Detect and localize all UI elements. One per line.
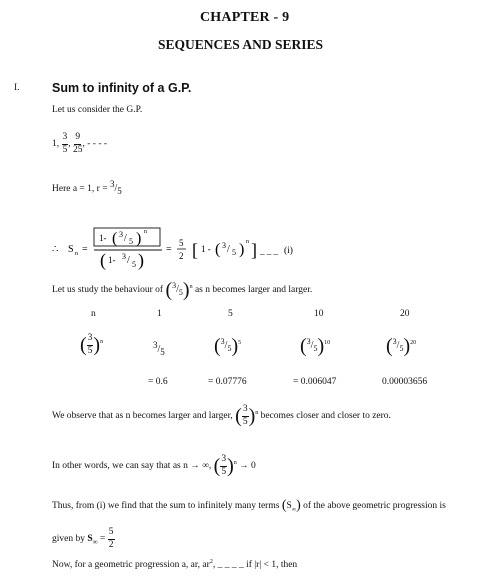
- observe-line: We observe that as n becomes larger and larger, ( $\frac{3}{5}$ )$^n$ becomes closer and closer to zero.: [52, 404, 391, 427]
- table-expr-10: $(^3/_5)^{10}$: [300, 335, 331, 357]
- gp-term-3-5: $\frac{3}{5}$: [62, 132, 68, 155]
- num-exp-n: n: [144, 229, 147, 235]
- dash-line: _ _ _: [260, 246, 278, 256]
- table-header-10: 10: [314, 309, 324, 319]
- left-paren: (: [112, 230, 118, 247]
- study-suffix: as n becomes larger and larger.: [194, 285, 313, 296]
- arrow-zero: → 0: [239, 461, 256, 472]
- gp-first-term: 1,: [52, 139, 60, 150]
- b-exp-n: n: [246, 239, 249, 245]
- here-text: Here a = 1, r =: [52, 184, 108, 195]
- thus-suffix: of the above geometric progression is: [303, 501, 446, 512]
- given-by-text: given by: [52, 534, 85, 545]
- given-by-fraction: $\frac{5}{2}$: [108, 527, 114, 550]
- table-value-5: = 0.07776: [208, 377, 247, 387]
- thus-line: Thus, from (i) we find that the sum to infinitely many terms $(S_\infty)$ of the above geometric progression is: [52, 498, 446, 514]
- table-header-n: n: [91, 309, 96, 319]
- r-value: $^3/_5$: [109, 179, 122, 197]
- given-by-line: given by $S_\infty$ = $\frac{5}{2}$: [52, 527, 114, 550]
- now-line: Now, for a geometric progression a, ar, $ar^2$, _ _ _ _ if |r| < 1, then: [52, 559, 298, 571]
- study-line: Let us study the behaviour of $(^3/_5)^n$ as n becomes larger and larger.: [52, 279, 313, 301]
- section-number: I.: [14, 83, 20, 93]
- study-prefix: Let us study the behaviour of: [52, 285, 164, 296]
- right-paren: ): [136, 230, 142, 247]
- thus-prefix: Thus, from (i) we find that the sum to infinitely many terms: [52, 501, 280, 512]
- sn-formula: [52, 222, 293, 282]
- den-one-minus: 1-: [108, 255, 116, 265]
- b-left-paren: (: [215, 241, 221, 258]
- therefore-symbol: ∴: [52, 244, 59, 255]
- sn-formula-graphic: [52, 222, 293, 277]
- sn-equals: =: [82, 244, 88, 255]
- num-three: 3: [119, 230, 123, 239]
- chapter-title: SEQUENCES AND SERIES: [158, 37, 324, 52]
- numerator-one-minus: 1-: [99, 233, 107, 243]
- b-five: 5: [232, 248, 236, 257]
- b-right-paren: ): [239, 241, 245, 258]
- here-line: [52, 179, 122, 196]
- sq-bracket-left: [: [192, 240, 198, 260]
- chapter-heading: CHAPTER - 9: [200, 10, 290, 25]
- den-three: 3: [122, 252, 126, 261]
- table-expr-20: $(^3/_5)^{20}$: [386, 335, 417, 357]
- den-slash: /: [127, 255, 130, 266]
- bracket-one-minus: 1 -: [201, 244, 211, 254]
- table-header-20: 20: [400, 309, 410, 319]
- gp-term-9-25: $\frac{9}{25}$: [73, 132, 83, 155]
- table-expr-5: $(^3/_5)^5$: [214, 335, 242, 357]
- five-over: 5: [179, 238, 184, 248]
- intro-text: Let us consider the G.P.: [52, 105, 143, 115]
- eq2: =: [166, 244, 172, 255]
- table-header-1: 1: [157, 309, 162, 319]
- table-value-20: 0.00003656: [382, 377, 428, 387]
- other-words-prefix: In other words, we can say that as n →: [52, 461, 200, 472]
- den-right-paren: ): [138, 250, 144, 270]
- table-value-10: = 0.006047: [293, 377, 337, 387]
- table-expr-n: ( $\frac{3}{5}$ )$^n$: [80, 333, 104, 356]
- table-expr-1: $^3/_5$: [153, 340, 165, 358]
- b-three: 3: [222, 241, 226, 250]
- den-left-paren: (: [100, 250, 106, 270]
- num-slash: /: [124, 233, 127, 244]
- table-header-5: 5: [228, 309, 233, 319]
- sn-symbol: S: [68, 244, 74, 255]
- other-words-line: In other words, we can say that as n → ∞, ( $\frac{3}{5}$ )$^n$ → 0: [52, 454, 256, 477]
- two-under: 2: [179, 251, 184, 261]
- b-slash: /: [227, 244, 230, 255]
- observe-suffix: becomes closer and closer to zero.: [260, 411, 391, 422]
- sq-bracket-right: ]: [251, 240, 257, 260]
- infinity-symbol: ∞,: [202, 461, 212, 472]
- observe-prefix: We observe that as n becomes larger and larger,: [52, 411, 233, 422]
- equation-number: (i): [284, 246, 293, 256]
- table-value-1: = 0.6: [148, 377, 168, 387]
- section-title: Sum to infinity of a G.P.: [52, 81, 192, 95]
- now-suffix: , _ _ _ _ if |r| < 1, then: [212, 560, 298, 571]
- num-five: 5: [129, 237, 133, 246]
- gp-sequence: 1, $\frac{3}{5}$ , $\frac{9}{25}$ , - - - -: [52, 132, 108, 155]
- den-five: 5: [132, 260, 136, 269]
- sn-subscript: n: [75, 251, 78, 257]
- gp-continuation: , - - - -: [82, 139, 108, 150]
- now-prefix: Now, for a geometric progression a, ar, ar: [52, 560, 210, 571]
